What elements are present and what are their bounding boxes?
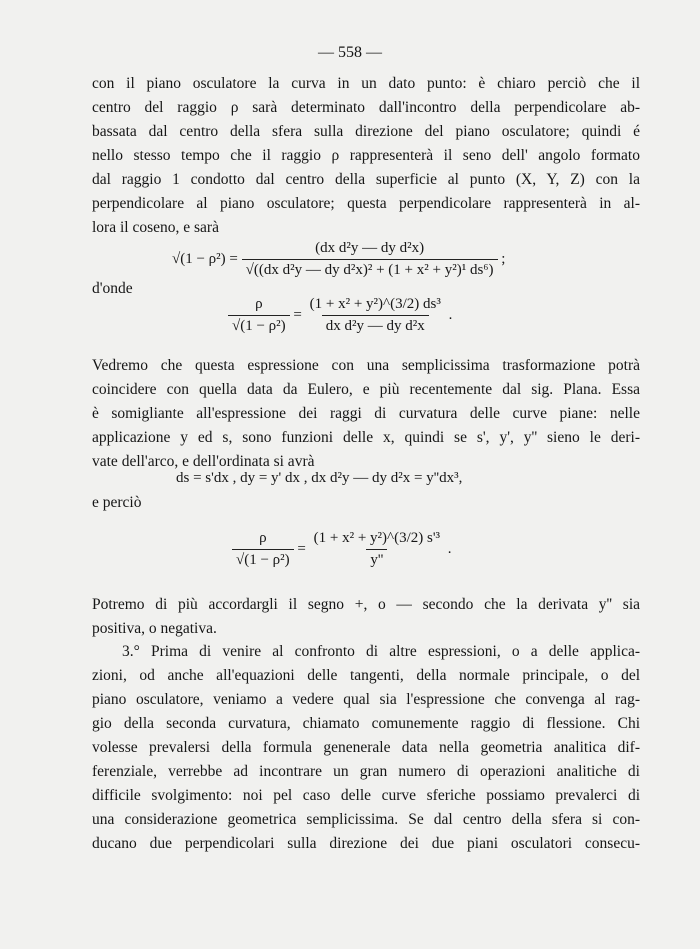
text-line: ferenziale, verrebbe ad incontrare un gran numero di operazioni analitiche di bbox=[92, 763, 640, 780]
text-line: bassata dal centro della sfera sulla direzione del piano osculatore; quindi é bbox=[92, 123, 640, 140]
equation-4 bbox=[232, 530, 452, 569]
eq4-numerator: (1 + x² + y²)^(3/2) s'³ bbox=[313, 530, 441, 546]
text-line: zioni, od anche all'equazioni delle tangenti, della normale principale, o del bbox=[92, 667, 640, 684]
eq1-tail: ; bbox=[501, 250, 506, 267]
text-line: piano osculatore, veniamo a vedere qual sia l'espressione che convenga al rag- bbox=[92, 691, 640, 708]
eq1-lhs: √(1 − ρ²) = bbox=[172, 250, 238, 267]
text-line: ducano due perpendicolari sulla direzione dei due piani osculatori consecu- bbox=[92, 835, 640, 852]
eq4-equals: = bbox=[297, 540, 306, 557]
text-line: Vedremo che questa espressione con una semplicissima trasformazione potrà bbox=[92, 357, 640, 374]
eq2-denominator: dx d²y — dy d²x bbox=[322, 315, 429, 335]
eq2-equals: = bbox=[293, 306, 302, 323]
text-line: una considerazione geometrica semplicissima. Se dal centro della sfera si con- bbox=[92, 811, 640, 828]
equation-3: ds = s'dx , dy = y' dx , dx d²y — dy d²x = y''dx³, bbox=[176, 470, 463, 486]
eq4-lhs-numerator: ρ bbox=[259, 530, 267, 546]
text-line: è somigliante all'espressione dei raggi di curvatura delle curve piane: nelle bbox=[92, 405, 640, 422]
text-line: volesse prevalersi della formula genenerale data nella geometria analitica dif- bbox=[92, 739, 640, 756]
text-line: nello stesso tempo che il raggio ρ rappresenterà il seno dell' angolo formato bbox=[92, 147, 640, 164]
equation-1 bbox=[172, 240, 505, 279]
text-line: coincidere con quella data da Eulero, e più recentemente dal sig. Plana. Essa bbox=[92, 381, 640, 398]
text-line: gio della seconda curvatura, chiamato comunemente raggio di flessione. Chi bbox=[92, 715, 640, 732]
text-line: 3.° Prima di venire al confronto di altre espressioni, o a delle applica- bbox=[122, 643, 640, 660]
text-line: perpendicolare al piano osculatore; questa perpendicolare rappresenterà in al- bbox=[92, 195, 640, 212]
eq2-lhs-denominator: √(1 − ρ²) bbox=[228, 315, 290, 335]
eq4-tail: . bbox=[447, 540, 452, 557]
text-line: centro del raggio ρ sarà determinato dall'incontro della perpendicolare ab- bbox=[92, 99, 640, 116]
text-line: vate dell'arco, e dell'ordinata si avrà bbox=[92, 453, 315, 470]
eq4-denominator: y'' bbox=[366, 549, 387, 569]
eq2-tail: . bbox=[448, 306, 453, 323]
equation-2 bbox=[228, 296, 452, 335]
eq2-numerator: (1 + x² + y²)^(3/2) ds³ bbox=[309, 296, 441, 312]
text-line: con il piano osculatore la curva in un dato punto: è chiaro perciò che il bbox=[92, 75, 640, 92]
text-line: positiva, o negativa. bbox=[92, 620, 217, 637]
text-line: lora il coseno, e sarà bbox=[92, 219, 219, 236]
eq1-denominator: √((dx d²y — dy d²x)² + (1 + x² + y²)¹ ds⁶) bbox=[242, 259, 498, 279]
text-line: e perciò bbox=[92, 494, 142, 511]
text-line: applicazione y ed s, sono funzioni delle x, quindi se s', y', y'' sieno le deri- bbox=[92, 429, 640, 446]
text-line: d'onde bbox=[92, 280, 133, 297]
eq1-numerator: (dx d²y — dy d²x) bbox=[315, 240, 425, 256]
page-number: — 558 — bbox=[318, 44, 382, 61]
eq2-lhs-numerator: ρ bbox=[255, 296, 263, 312]
text-line: difficile svolgimento: noi pel caso delle curve sferiche possiamo prevalerci di bbox=[92, 787, 640, 804]
eq4-lhs-denominator: √(1 − ρ²) bbox=[232, 549, 294, 569]
text-line: Potremo di più accordargli il segno +, o — secondo che la derivata y'' sia bbox=[92, 596, 640, 613]
text-line: dal raggio 1 condotto dal centro della superficie al punto (X, Y, Z) con la bbox=[92, 171, 640, 188]
